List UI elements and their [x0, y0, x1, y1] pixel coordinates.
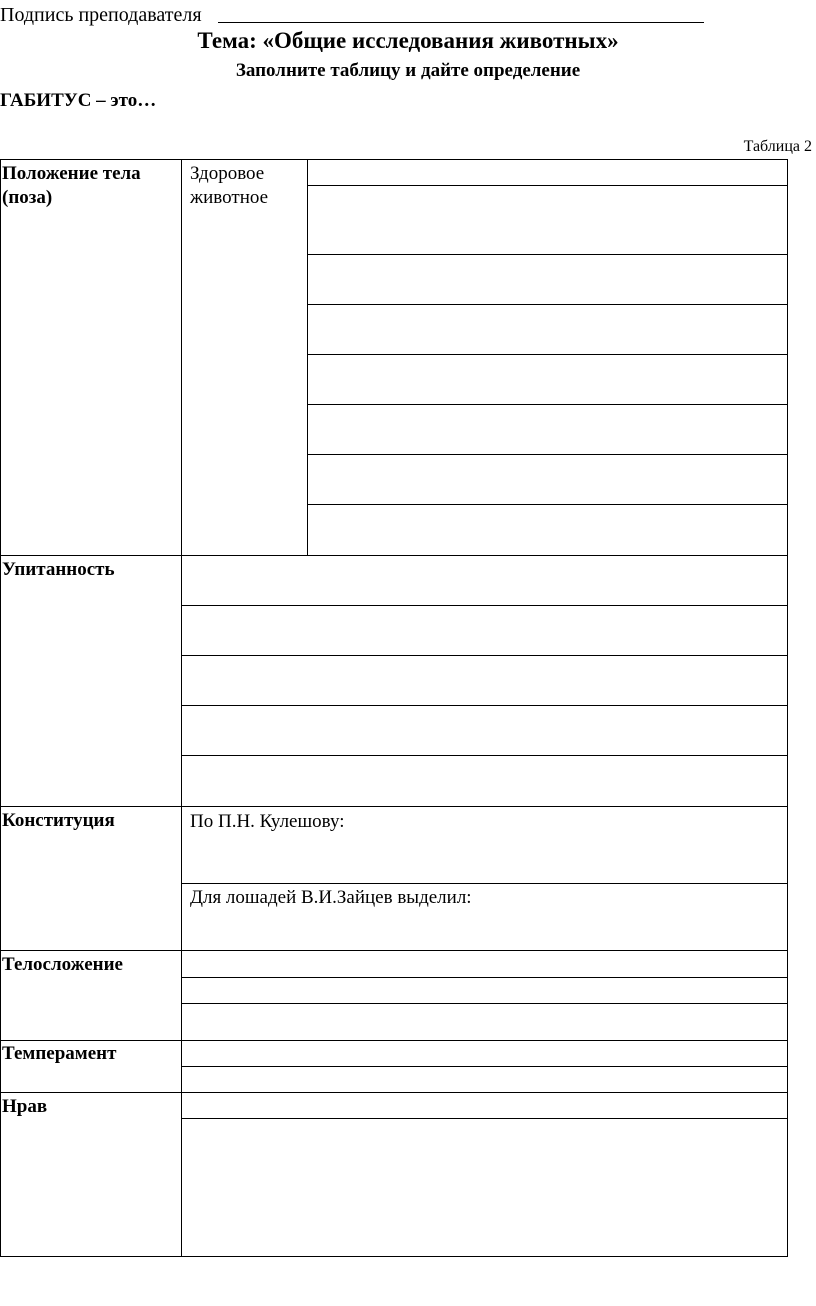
table-border-bottom — [0, 1256, 788, 1257]
column-divider-posture — [307, 159, 308, 555]
answer-line[interactable] — [181, 605, 788, 606]
answer-line[interactable] — [307, 354, 788, 355]
healthy-animal-label — [190, 162, 268, 210]
signature-label: Подпись преподавателя — [0, 4, 202, 26]
row-label-nutrition: Упитанность — [2, 559, 115, 580]
row-label-posture-line1: Положение тела — [2, 163, 141, 184]
row-divider — [0, 1092, 788, 1093]
row-divider — [0, 555, 788, 556]
row-label-build: Телосложение — [2, 954, 123, 975]
answer-line[interactable] — [181, 977, 788, 978]
signature-line[interactable] — [218, 22, 704, 23]
row-divider — [0, 806, 788, 807]
answer-line[interactable] — [181, 755, 788, 756]
answer-line[interactable] — [307, 185, 788, 186]
table-border-top — [0, 159, 788, 160]
row-label-temper: Нрав — [2, 1096, 48, 1117]
answer-line[interactable] — [307, 454, 788, 455]
answer-line[interactable] — [181, 1066, 788, 1067]
answer-line[interactable] — [181, 705, 788, 706]
constitution-note-zaitsev: Для лошадей В.И.Зайцев выделил: — [190, 887, 472, 908]
answer-line[interactable] — [181, 1118, 788, 1119]
row-label-temperament: Темперамент — [2, 1043, 117, 1064]
row-divider — [0, 950, 788, 951]
answer-line[interactable] — [307, 504, 788, 505]
answer-line[interactable] — [307, 304, 788, 305]
habitus-prompt: ГАБИТУС – это… — [0, 90, 157, 111]
table-number: Таблица 2 — [743, 138, 812, 155]
answer-line[interactable] — [181, 655, 788, 656]
page-title: Тема: «Общие исследования животных» — [197, 28, 619, 53]
row-divider — [0, 1040, 788, 1041]
answer-line[interactable] — [181, 1003, 788, 1004]
row-label-posture-line2: (поза) — [2, 187, 53, 208]
constitution-note-kuleshov: По П.Н. Кулешову: — [190, 811, 345, 832]
row-label-posture — [2, 162, 141, 210]
row-label-constitution: Конституция — [2, 810, 115, 831]
instruction-subtitle: Заполните таблицу и дайте определение — [235, 60, 581, 81]
healthy-animal-line1: Здоровое — [190, 163, 265, 184]
answer-line[interactable] — [181, 883, 788, 884]
answer-line[interactable] — [307, 404, 788, 405]
healthy-animal-line2: животное — [190, 187, 269, 208]
answer-line[interactable] — [307, 254, 788, 255]
